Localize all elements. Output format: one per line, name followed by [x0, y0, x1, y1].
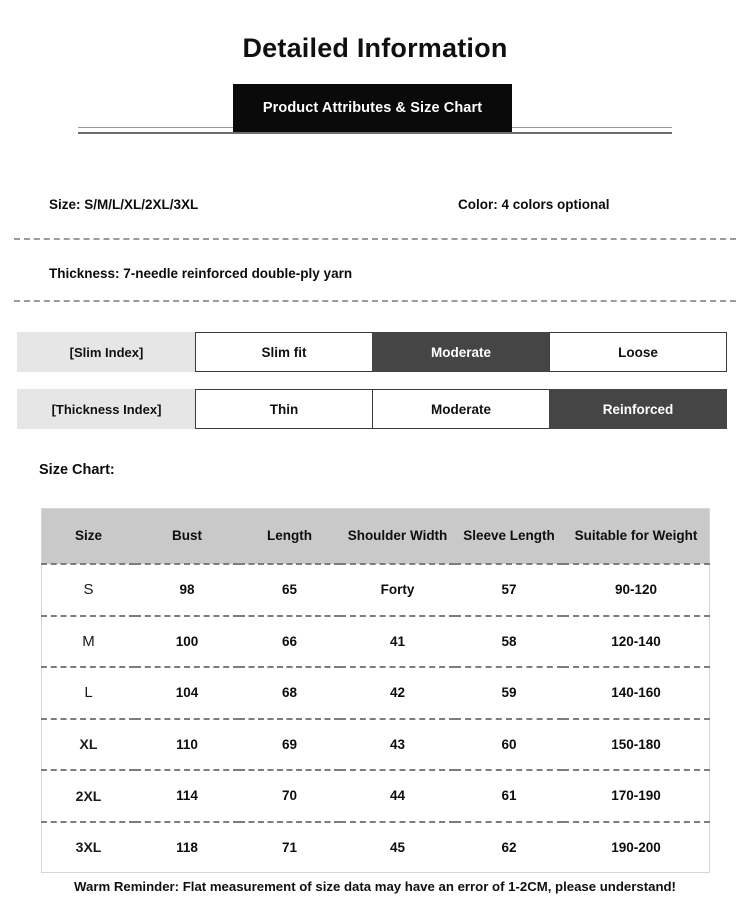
- cell-size: 3XL: [42, 822, 136, 873]
- cell-shoulder: Forty: [340, 564, 455, 616]
- cell-bust: 118: [135, 822, 239, 873]
- cell-sleeve: 61: [455, 770, 563, 822]
- divider-rule-bottom: [78, 132, 672, 134]
- cell-shoulder: 45: [340, 822, 455, 873]
- cell-size: L: [42, 667, 136, 719]
- cell-weight: 90-120: [563, 564, 710, 616]
- table-row: [42, 667, 710, 719]
- slim-index-row: [17, 332, 727, 372]
- thickness-index-option-moderate[interactable]: Moderate: [372, 389, 550, 429]
- cell-weight: 190-200: [563, 822, 710, 873]
- cell-size: 2XL: [42, 770, 136, 822]
- column-header-shoulder-width: Shoulder Width: [340, 509, 455, 565]
- column-header-suitable-for-weight: Suitable for Weight: [563, 509, 710, 565]
- cell-bust: 100: [135, 616, 239, 668]
- cell-length: 69: [239, 719, 340, 771]
- thickness-index-option-reinforced[interactable]: Reinforced: [549, 389, 727, 429]
- cell-sleeve: 57: [455, 564, 563, 616]
- spec-size-text: Size: S/M/L/XL/2XL/3XL: [49, 197, 199, 212]
- spec-color-text: Color: 4 colors optional: [458, 197, 610, 212]
- cell-weight: 120-140: [563, 616, 710, 668]
- dashed-separator-1: [14, 238, 736, 240]
- cell-sleeve: 58: [455, 616, 563, 668]
- cell-weight: 140-160: [563, 667, 710, 719]
- table-row: [42, 719, 710, 771]
- slim-index-option-loose[interactable]: Loose: [549, 332, 727, 372]
- cell-shoulder: 41: [340, 616, 455, 668]
- page-header: [0, 0, 750, 150]
- table-header-row: [42, 509, 710, 565]
- cell-length: 66: [239, 616, 340, 668]
- thickness-index-option-thin[interactable]: Thin: [195, 389, 373, 429]
- cell-weight: 170-190: [563, 770, 710, 822]
- cell-size: M: [42, 616, 136, 668]
- cell-bust: 114: [135, 770, 239, 822]
- table-row: [42, 616, 710, 668]
- cell-shoulder: 44: [340, 770, 455, 822]
- cell-sleeve: 62: [455, 822, 563, 873]
- column-header-size: Size: [42, 509, 136, 565]
- cell-size: S: [42, 564, 136, 616]
- cell-size: XL: [42, 719, 136, 771]
- cell-weight: 150-180: [563, 719, 710, 771]
- column-header-bust: Bust: [135, 509, 239, 565]
- slim-index-option-slim-fit[interactable]: Slim fit: [195, 332, 373, 372]
- table-row: [42, 822, 710, 873]
- cell-length: 70: [239, 770, 340, 822]
- page-title: Detailed Information: [242, 33, 508, 63]
- size-chart-table: [41, 508, 710, 873]
- column-header-length: Length: [239, 509, 340, 565]
- cell-bust: 104: [135, 667, 239, 719]
- cell-length: 65: [239, 564, 340, 616]
- thickness-index-label: [Thickness Index]: [17, 389, 196, 429]
- cell-bust: 98: [135, 564, 239, 616]
- spec-thickness-text: Thickness: 7-needle reinforced double-ply yarn: [49, 266, 353, 281]
- cell-shoulder: 42: [340, 667, 455, 719]
- cell-length: 68: [239, 667, 340, 719]
- cell-shoulder: 43: [340, 719, 455, 771]
- thickness-index-row: [17, 389, 727, 429]
- dashed-separator-2: [14, 300, 736, 302]
- size-chart-heading: Size Chart:: [39, 462, 115, 478]
- table-row: [42, 770, 710, 822]
- cell-sleeve: 59: [455, 667, 563, 719]
- cell-bust: 110: [135, 719, 239, 771]
- column-header-sleeve-length: Sleeve Length: [455, 509, 563, 565]
- cell-length: 71: [239, 822, 340, 873]
- slim-index-option-moderate[interactable]: Moderate: [372, 332, 550, 372]
- cell-sleeve: 60: [455, 719, 563, 771]
- warm-reminder-note: Warm Reminder: Flat measurement of size data may have an error of 1-2CM, please understand!: [74, 879, 676, 894]
- section-banner: Product Attributes & Size Chart: [233, 84, 512, 132]
- table-row: [42, 564, 710, 616]
- slim-index-label: [Slim Index]: [17, 332, 196, 372]
